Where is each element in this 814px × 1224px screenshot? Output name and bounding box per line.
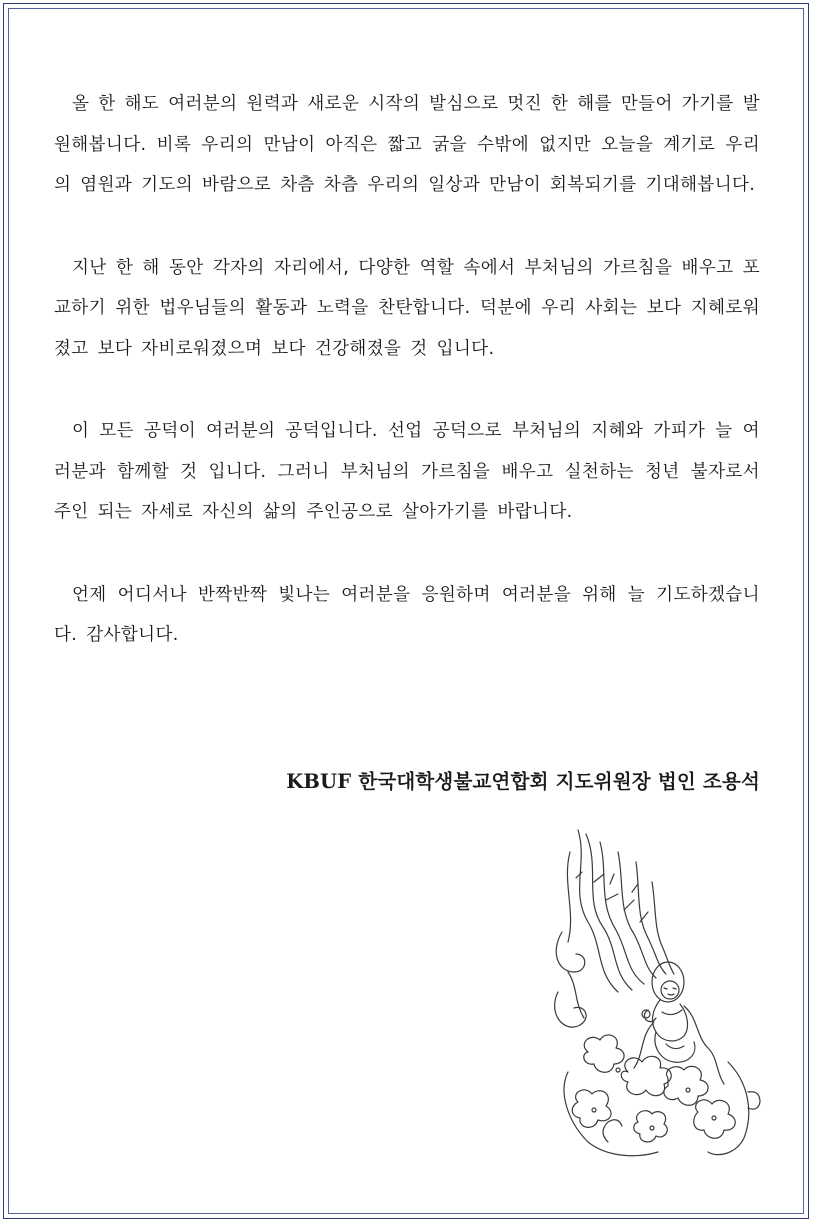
paragraph-1: 올 한 해도 여러분의 원력과 새로운 시작의 발심으로 멋진 한 해를 만들어 가기를 발원해봅니다. 비록 우리의 만남이 아직은 짧고 굵을 수밖에 없지만 오늘을 계기로 우리의 염원과 기도의 바람으로 차츰 차츰 우리의 일상과 만남이 회복되기를 기대해봅니다. xyxy=(54,94,760,195)
paragraph-4: 언제 어디서나 반짝반짝 빛나는 여러분을 응원하며 여러분을 위해 늘 기도하겠습니다. 감사합니다. xyxy=(54,584,760,645)
letter-body xyxy=(54,84,760,698)
celestial-being-illustration xyxy=(548,822,768,1162)
paragraph-2: 지난 한 해 동안 각자의 자리에서, 다양한 역할 속에서 부처님의 가르침을 배우고 포교하기 위한 법우님들의 활동과 노력을 찬탄합니다. 덕분에 우리 사회는 보다 지혜로워졌고 보다 자비로워졌으며 보다 건강해졌을 것 입니다. xyxy=(54,257,760,359)
paragraph-3: 이 모든 공덕이 여러분의 공덕입니다. 선업 공덕으로 부처님의 지혜와 가피가 늘 여러분과 함께할 것 입니다. 그러니 부처님의 가르침을 배우고 실천하는 청년 불자로서 주인 되는 자세로 자신의 삶의 주인공으로 살아가기를 바랍니다. xyxy=(54,421,760,522)
signature-line: KBUF 한국대학생불교연합회 지도위원장 법인 조용석 xyxy=(286,770,760,793)
